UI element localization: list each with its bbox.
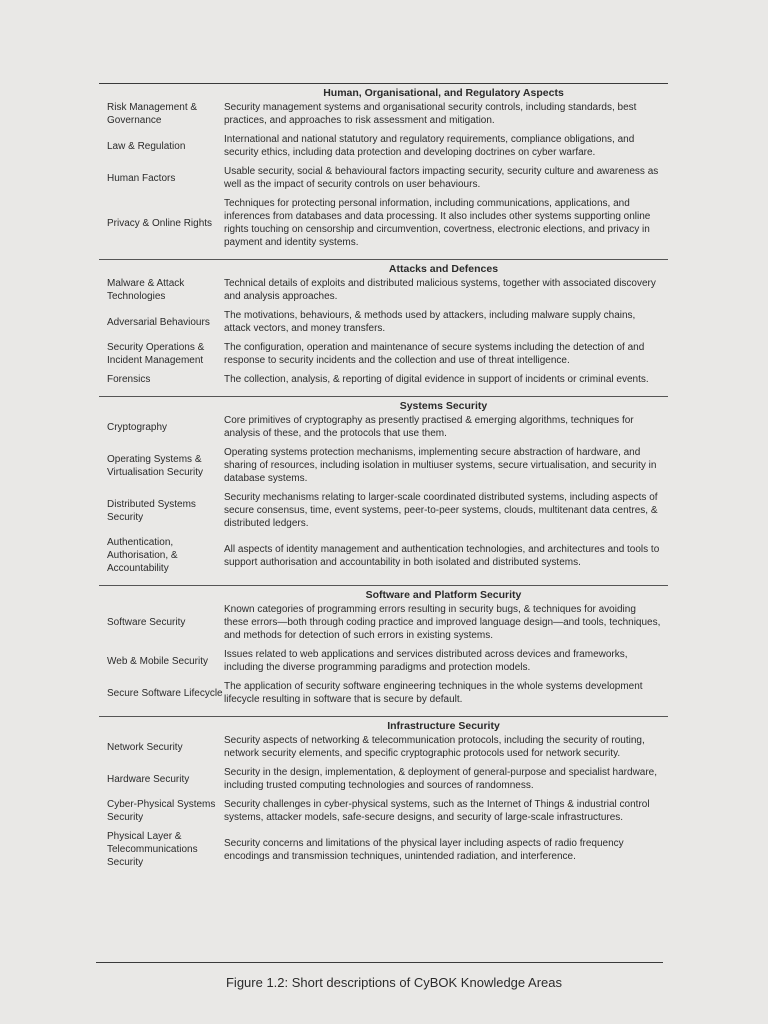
ka-name: Distributed Systems Security <box>107 498 196 523</box>
table-row <box>99 680 668 706</box>
table-row <box>99 491 668 530</box>
table-row <box>99 648 668 674</box>
ka-description: Issues related to web applications and services distributed across devices and frameworks, including the diverse programming paradigms and protection models. <box>224 649 628 673</box>
table-row <box>99 197 668 249</box>
ka-description: Security management systems and organisational security controls, including standards, best practices, and approaches to risk assessment and mitigation. <box>224 102 637 126</box>
table-row <box>99 341 668 367</box>
ka-description: Operating systems protection mechanisms, implementing secure abstraction of hardware, and sharing of resources, including isolation in multiuser systems, secure virtualisation, and security in database systems. <box>224 447 657 484</box>
ka-name: Secure Software Lifecycle <box>107 687 223 699</box>
ka-name: Risk Management & Governance <box>107 102 198 126</box>
ka-name: Authentication, Authorisation, & Accountability <box>107 537 178 574</box>
table-row <box>99 165 668 191</box>
ka-description: Security concerns and limitations of the physical layer including aspects of radio frequency encodings and transmission techniques, unintended radiation, and interference. <box>224 837 624 862</box>
ka-name: Human Factors <box>107 172 176 184</box>
ka-description: The configuration, operation and maintenance of secure systems including the detection of and response to security incidents and the collection and use of threat intelligence. <box>224 342 645 366</box>
ka-name: Privacy & Online Rights <box>107 217 213 229</box>
ka-description: Technical details of exploits and distributed malicious systems, together with associated discovery and analysis approaches. <box>224 278 656 302</box>
section-title: Human, Organisational, and Regulatory Aspects <box>323 87 564 99</box>
table-bottom-rule <box>96 962 663 963</box>
table-row <box>99 766 668 792</box>
table-row <box>99 309 668 335</box>
ka-description: Techniques for protecting personal information, including communications, applications, and inferences from databases and data processing. It also includes other systems supporting online rights touching on censorship and circumvention, covertness, electronic elections, and privacy in payment and identity systems. <box>224 198 651 248</box>
ka-description: Security in the design, implementation, & deployment of general-purpose and specialist hardware, including trusted computing technologies and sources of randomness. <box>224 767 658 791</box>
ka-description: Security mechanisms relating to larger-scale coordinated distributed systems, including aspects of secure consensus, time, event systems, peer-to-peer systems, clouds, multitenant data centres, & distributed ledgers. <box>224 492 658 529</box>
table-row <box>99 277 668 303</box>
table-row <box>99 798 668 824</box>
ka-name: Adversarial Behaviours <box>107 316 210 328</box>
ka-description: Security aspects of networking & telecommunication protocols, including the security of routing, network security elements, and specific cryptographic protocols used for network security. <box>224 735 645 759</box>
section-software-platform-security <box>99 586 668 717</box>
table-row <box>99 536 668 575</box>
table-row <box>99 101 668 127</box>
ka-description: Core primitives of cryptography as presently practised & emerging algorithms, techniques for analysis of these, and the protocols that use them. <box>224 415 634 439</box>
ka-description: Usable security, social & behavioural factors impacting security, security culture and awareness as well as the impact of security controls on user behaviours. <box>224 166 659 190</box>
ka-name: Forensics <box>107 374 151 385</box>
section-systems-security <box>99 397 668 586</box>
ka-name: Law & Regulation <box>107 140 186 152</box>
table-row <box>99 446 668 485</box>
table-row <box>99 830 668 869</box>
table-row <box>99 603 668 642</box>
section-title: Systems Security <box>399 400 488 412</box>
ka-name: Operating Systems & Virtualisation Security <box>107 453 203 478</box>
section-title: Infrastructure Security <box>387 720 500 732</box>
table-row <box>99 734 668 760</box>
ka-name: Malware & Attack Technologies <box>107 278 185 302</box>
ka-name: Hardware Security <box>107 773 190 785</box>
table-row <box>99 133 668 159</box>
ka-description: The collection, analysis, & reporting of digital evidence in support of incidents or criminal events. <box>224 374 649 385</box>
ka-description: Known categories of programming errors resulting in security bugs, & techniques for avoiding these errors—both through coding practice and improved language design—and tools, techniques, and methods for detection of such errors in existing systems. <box>224 604 661 641</box>
section-title: Attacks and Defences <box>388 263 499 275</box>
section-infrastructure-security <box>99 717 668 879</box>
ka-name: Web & Mobile Security <box>107 655 208 667</box>
ka-description: The motivations, behaviours, & methods used by attackers, including malware supply chains, attack vectors, and money transfers. <box>224 310 636 334</box>
ka-name: Physical Layer & Telecommunications Security <box>107 831 198 868</box>
ka-name: Network Security <box>107 741 183 753</box>
table-row <box>99 414 668 440</box>
section-human-organisational-regulatory <box>99 84 668 260</box>
ka-description: International and national statutory and regulatory requirements, compliance obligations, and security ethics, including data protection and developing doctrines on cyber warfare. <box>224 134 635 158</box>
ka-description: The application of security software engineering techniques in the whole systems development lifecycle resulting in software that is secure by default. <box>224 681 643 705</box>
ka-name: Cryptography <box>107 421 168 433</box>
table-row <box>99 373 668 386</box>
ka-name: Cyber-Physical Systems Security <box>107 799 216 823</box>
section-attacks-defences <box>99 260 668 397</box>
ka-name: Software Security <box>107 617 186 628</box>
figure-caption: Figure 1.2: Short descriptions of CyBOK Knowledge Areas <box>225 975 562 990</box>
ka-description: All aspects of identity management and authentication technologies, and architectures and tools to support authorisation and accountability in both isolated and distributed systems. <box>224 543 660 568</box>
ka-description: Security challenges in cyber-physical systems, such as the Internet of Things & industrial control systems, attacker models, safe-secure designs, and security of large-scale infrastructures. <box>224 799 650 823</box>
knowledge-areas-table <box>99 83 668 879</box>
section-title: Software and Platform Security <box>365 589 522 601</box>
ka-name: Security Operations & Incident Management <box>107 342 205 366</box>
